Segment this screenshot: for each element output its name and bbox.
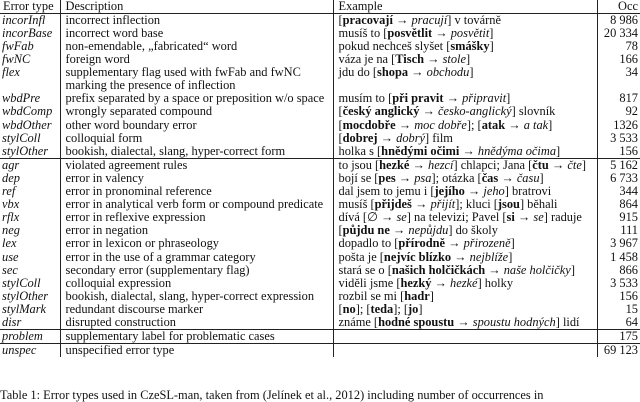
example-text: stará se o [: [338, 262, 392, 277]
corrected-form: dobrý: [396, 130, 426, 145]
table-header-row: [0, 0, 640, 14]
occurrence-count-cell: 1 458: [597, 251, 640, 264]
occurrence-count-cell: 175: [597, 330, 640, 344]
corrected-form: a tak: [523, 117, 549, 132]
corrected-form: posvětit: [450, 26, 490, 41]
erroneous-form: mocdobře: [342, 117, 396, 132]
corrected-form: stole: [442, 52, 466, 67]
corrected-form: se: [396, 210, 407, 225]
example-text: ]: [506, 91, 511, 106]
corrected-form: česko-anglický: [438, 104, 512, 119]
erroneous-form: jejího: [434, 184, 465, 199]
header-example: Example: [333, 0, 597, 14]
erroneous-form: si: [506, 210, 515, 225]
example-text: ]: [418, 301, 423, 316]
example-text: →: [464, 184, 484, 199]
example-cell: [333, 158, 597, 172]
description-cell: error in negation: [60, 224, 333, 237]
description-cell: redundant discourse marker: [60, 303, 333, 316]
occurrence-count-cell: 915: [597, 211, 640, 224]
error-type-cell: fwFab: [2, 39, 34, 54]
occurrence-count-cell: 3 967: [597, 237, 640, 250]
erroneous-form: jo: [408, 301, 419, 316]
example-text: →: [411, 197, 431, 212]
example-text: ] v továrně: [447, 13, 501, 27]
error-type-cell: wbdPre: [2, 91, 41, 106]
example-text: →: [423, 52, 443, 67]
erroneous-form: teda: [370, 301, 394, 316]
example-text: →: [444, 236, 464, 251]
example-text: ]: [556, 143, 561, 158]
example-text: →: [395, 117, 415, 132]
example-cell: [333, 14, 597, 28]
example-text: viděli jsme [: [338, 275, 401, 290]
example-cell: [333, 316, 597, 330]
description-cell: error in reflexive expression: [60, 211, 333, 224]
erroneous-form: no: [342, 301, 356, 316]
description-cell: disrupted construction: [60, 316, 333, 330]
error-type-cell: rflx: [2, 210, 20, 225]
erroneous-form: přijdeš: [374, 197, 412, 212]
corrected-form: času: [516, 170, 540, 185]
example-text: ]: [539, 170, 544, 185]
table-row: [0, 316, 640, 330]
erroneous-form: shopa: [377, 65, 409, 80]
example-text: ]: [510, 236, 515, 251]
table-row: [0, 158, 640, 172]
occurrence-count-cell: 3 533: [597, 277, 640, 290]
erroneous-form: smášky: [450, 39, 490, 54]
error-type-cell: stylOther: [2, 288, 49, 303]
occurrence-count-cell: 64: [597, 316, 640, 330]
error-type-cell: agr: [2, 157, 20, 172]
example-text: ] běhali: [519, 197, 558, 212]
occurrence-count-cell: 34: [597, 66, 640, 92]
occurrence-count-cell: 156: [597, 145, 640, 159]
occurrence-count-cell: 3 533: [597, 132, 640, 145]
corrected-form: hezké: [450, 275, 478, 290]
erroneous-form: Tisch: [395, 52, 424, 67]
error-type-cell: flex: [2, 65, 20, 80]
example-text: dívá [∅ →: [338, 210, 397, 225]
error-type-cell: neg: [2, 223, 20, 238]
table-row: [0, 119, 640, 132]
description-cell: supplementary label for problematic cases: [60, 330, 333, 344]
table-row: [0, 290, 640, 303]
example-text: →: [395, 170, 415, 185]
corrected-form: se: [533, 210, 544, 225]
example-text: ]: [465, 52, 471, 67]
occurrence-count-cell: 344: [597, 185, 640, 198]
description-cell: prefix separated by a space or preposition w/o space: [60, 92, 333, 105]
example-text: →: [392, 13, 412, 27]
table-row: [0, 66, 640, 92]
error-type-cell: fwNC: [2, 52, 31, 67]
erroneous-form: pracovají: [342, 13, 393, 27]
table-row: [0, 145, 640, 159]
occurrence-count-cell: 8 986: [597, 14, 640, 28]
example-text: [: [338, 130, 343, 145]
example-text: pošta je [: [338, 249, 384, 264]
corrected-form: čte: [567, 157, 582, 172]
description-cell: supplementary flag used with fwFab and fwNC marking the presence of inflection: [60, 66, 333, 92]
occurrence-count-cell: 1326: [597, 119, 640, 132]
erroneous-form: hezké: [379, 157, 410, 172]
example-text: dal jsem to jemu i [: [338, 184, 435, 199]
error-type-cell: ref: [2, 184, 16, 199]
example-text: ] na televizi; Pavel [: [406, 210, 507, 225]
erroneous-form: dobrej: [342, 130, 378, 145]
example-text: ]: [489, 26, 494, 41]
example-text: →: [409, 157, 428, 172]
erroneous-form: posvětlit: [387, 26, 433, 41]
erroneous-form: hodné spoustu: [378, 314, 455, 329]
table-caption: Table 1: Error types used in CzeSL-man, taken from (Jelínek et al., 2012) including number of occurrences in: [0, 388, 544, 402]
example-text: [: [338, 223, 343, 238]
example-cell: [333, 66, 597, 92]
erroneous-form: pes: [378, 170, 396, 185]
erroneous-form: půjdu ne: [342, 223, 390, 238]
occurrence-count-cell: 78: [597, 40, 640, 53]
example-text: ]; [: [393, 301, 409, 316]
error-type-cell: stylMark: [2, 301, 47, 316]
description-cell: colloquial form: [60, 132, 333, 145]
example-text: ]; otázka [: [431, 170, 482, 185]
erroneous-form: atak: [481, 117, 506, 132]
occurrence-count-cell: 166: [597, 53, 640, 66]
example-text: ] holky: [477, 275, 514, 290]
example-text: ] bratrovi: [504, 184, 552, 199]
occurrence-count-cell: 156: [597, 290, 640, 303]
example-text: →: [377, 130, 397, 145]
example-text: [: [338, 13, 343, 27]
example-text: ]: [508, 249, 513, 264]
description-cell: colloquial expression: [60, 277, 333, 290]
header-error-type: Error type: [0, 0, 60, 14]
erroneous-form: jsou: [497, 197, 520, 212]
description-cell: foreign word: [60, 53, 333, 66]
example-text: rozbil se mi [: [338, 288, 405, 303]
example-text: [: [338, 104, 343, 119]
example-text: musíš [: [338, 197, 375, 212]
corrected-form: přijít: [430, 197, 456, 212]
example-text: holka s [: [338, 143, 382, 158]
example-text: →: [451, 249, 470, 264]
corrected-form: spoustu hodných: [472, 314, 556, 329]
erroneous-form: čtu: [532, 157, 549, 172]
error-type-cell: incorInfl: [2, 13, 46, 27]
example-text: →: [443, 91, 463, 106]
example-text: dopadlo to [: [338, 236, 399, 251]
error-type-cell: wbdOther: [2, 117, 52, 132]
description-cell: unspecified error type: [60, 344, 333, 358]
description-cell: bookish, dialectal, slang, hyper-correct form: [60, 145, 333, 159]
occurrence-count-cell: 69 123: [597, 344, 640, 358]
example-text: ]; kluci [: [455, 197, 498, 212]
occurrence-count-cell: 817: [597, 92, 640, 105]
example-text: →: [389, 223, 409, 238]
example-text: musím to [: [338, 91, 393, 106]
example-text: ]: [469, 65, 474, 80]
occurrence-count-cell: 15: [597, 303, 640, 316]
corrected-form: psa: [414, 170, 432, 185]
example-text: ]: [429, 288, 434, 303]
description-cell: other word boundary error: [60, 119, 333, 132]
example-text: pokud nechceš slyšet [: [338, 39, 451, 54]
error-type-cell: stylColl: [2, 275, 41, 290]
example-text: ]: [489, 39, 494, 54]
example-text: jdu do [: [338, 65, 378, 80]
error-type-cell: use: [2, 249, 19, 264]
example-text: →: [431, 275, 451, 290]
corrected-form: jeho: [483, 184, 505, 199]
description-cell: error in the use of a grammar category: [60, 251, 333, 264]
example-text: ]; [: [355, 301, 371, 316]
description-cell: bookish, dialectal, slang, hyper-correct expression: [60, 290, 333, 303]
example-text: →: [505, 117, 524, 132]
table-row: [0, 344, 640, 358]
example-text: →: [459, 143, 478, 158]
example-text: [: [338, 301, 343, 316]
description-cell: non-emendable, „fabricated“ word: [60, 40, 333, 53]
example-text: ]: [581, 157, 586, 172]
description-cell: error in lexicon or phraseology: [60, 237, 333, 250]
header-occurrences: Occ: [597, 0, 640, 14]
description-cell: violated agreement rules: [60, 158, 333, 172]
error-type-cell: lex: [2, 236, 17, 251]
corrected-form: obchodu: [426, 65, 470, 80]
erroneous-form: čas: [481, 170, 499, 185]
erroneous-form: našich holčičkách: [391, 262, 486, 277]
description-cell: error in valency: [60, 172, 333, 185]
corrected-form: připravit: [462, 91, 507, 106]
error-type-cell: stylColl: [2, 130, 41, 145]
example-text: ] raduje: [543, 210, 582, 225]
example-text: známe [: [338, 314, 379, 329]
corrected-form: hnědýma očima: [477, 143, 557, 158]
header-description: Description: [60, 0, 333, 14]
error-type-cell: sec: [2, 262, 18, 277]
example-text: [: [338, 117, 343, 132]
description-cell: secondary error (supplementary flag): [60, 264, 333, 277]
table-body: [0, 14, 640, 358]
description-cell: error in analytical verb form or compound predicate: [60, 198, 333, 211]
erroneous-form: přírodně: [398, 236, 445, 251]
error-type-cell: dep: [2, 170, 20, 185]
erroneous-form: při pravit: [392, 91, 444, 106]
example-cell: [333, 145, 597, 159]
example-text: ] chlapci; Jana [: [453, 157, 533, 172]
example-cell: [333, 330, 597, 344]
occurrence-count-cell: 6 733: [597, 172, 640, 185]
example-text: →: [454, 314, 473, 329]
occurrence-count-cell: 866: [597, 264, 640, 277]
table-row: [0, 237, 640, 250]
corrected-form: pracují: [411, 13, 448, 27]
example-text: ]; [: [466, 117, 482, 132]
occurrence-count-cell: 864: [597, 198, 640, 211]
erroneous-form: hnědými očimi: [381, 143, 460, 158]
occurrence-count-cell: 92: [597, 105, 640, 118]
erroneous-form: hadr: [404, 288, 430, 303]
example-text: →: [408, 65, 427, 80]
example-text: ] lidí: [555, 314, 580, 329]
error-type-cell: problem: [0, 330, 60, 344]
occurrence-count-cell: 20 334: [597, 27, 640, 40]
example-text: →: [419, 104, 438, 119]
example-text: →: [548, 157, 568, 172]
corrected-form: nepůjdu: [408, 223, 449, 238]
example-text: →: [514, 210, 534, 225]
example-text: bojí se [: [338, 170, 379, 185]
corrected-form: přirozeně: [463, 236, 511, 251]
example-text: ]: [570, 262, 575, 277]
example-text: to jsou [: [338, 157, 380, 172]
error-type-cell: unspec: [2, 343, 37, 358]
occurrence-count-cell: 111: [597, 224, 640, 237]
error-type-cell: vbx: [2, 197, 20, 212]
example-text: ] film: [425, 130, 453, 145]
example-text: →: [432, 26, 451, 41]
table-row: [0, 14, 640, 28]
example-text: →: [485, 262, 504, 277]
erroneous-form: nejvíc blízko: [383, 249, 452, 264]
error-type-cell: disr: [0, 316, 60, 330]
description-cell: wrongly separated compound: [60, 105, 333, 118]
example-text: váza je na [: [338, 52, 396, 67]
example-cell: [333, 344, 597, 358]
corrected-form: moc dobře: [414, 117, 467, 132]
occurrence-count-cell: 5 162: [597, 158, 640, 172]
description-cell: incorrect word base: [60, 27, 333, 40]
example-text: musíš to [: [338, 26, 388, 41]
description-cell: incorrect inflection: [60, 14, 333, 28]
table-row: [0, 330, 640, 344]
example-text: ] do školy: [448, 223, 498, 238]
table-row: [0, 264, 640, 277]
example-text: ] slovník: [511, 104, 556, 119]
corrected-form: hezcí: [428, 157, 454, 172]
error-type-cell: wbdComp: [2, 104, 53, 119]
description-cell: error in pronominal reference: [60, 185, 333, 198]
example-text: →: [498, 170, 517, 185]
erroneous-form: český anglický: [342, 104, 420, 119]
error-type-cell: stylOther: [0, 145, 60, 159]
corrected-form: naše holčičky: [503, 262, 571, 277]
table-row: [0, 277, 640, 290]
corrected-form: nejblíže: [469, 249, 509, 264]
error-type-cell: incorBase: [2, 26, 53, 41]
example-text: ]: [548, 117, 553, 132]
erroneous-form: hezký: [400, 275, 432, 290]
